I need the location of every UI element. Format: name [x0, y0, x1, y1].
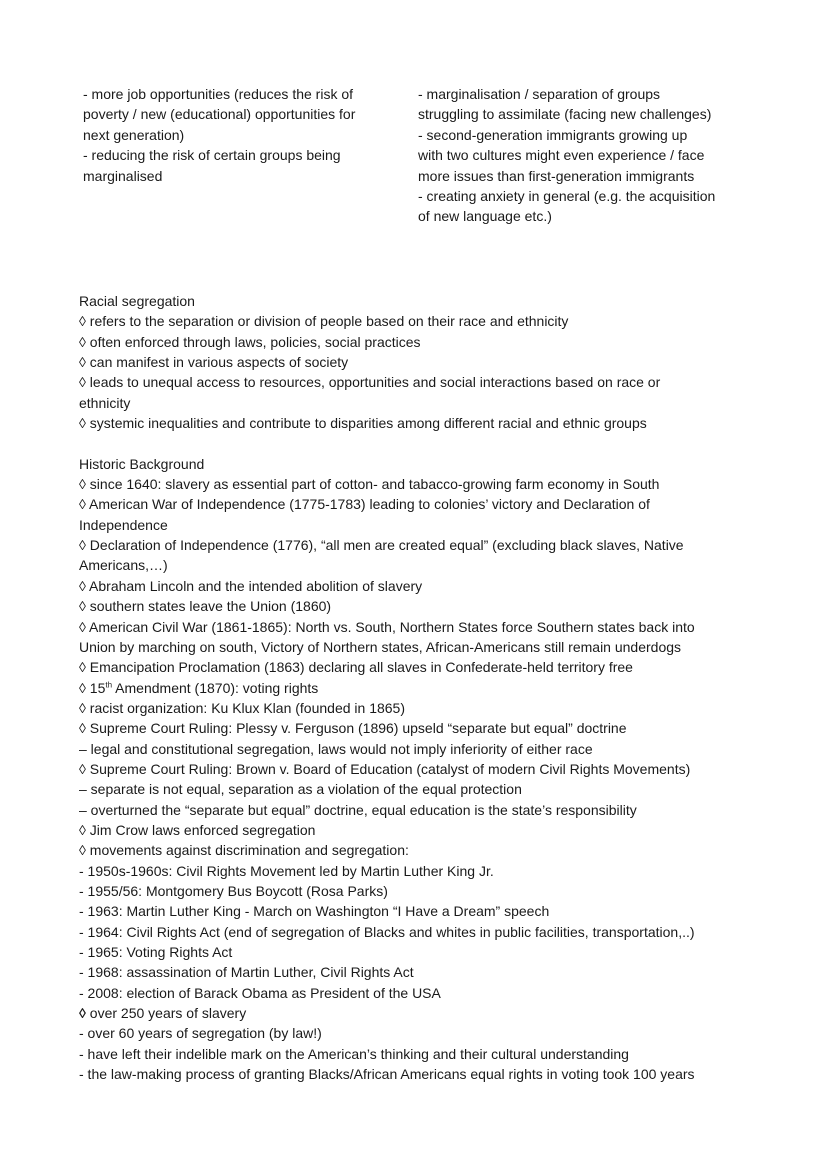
list-item: ◊ can manifest in various aspects of society: [79, 354, 349, 371]
diamond-bullet-icon: ◊: [79, 1005, 86, 1022]
list-item: ◊ American War of Independence (1775-1783) leading to colonies’ victory and Declaration of: [79, 496, 650, 513]
amendment-number: ◊ 15: [79, 679, 106, 696]
list-item: - reducing the risk of certain groups being: [83, 147, 341, 164]
notes-body: [79, 291, 695, 1084]
list-item: Americans,…): [79, 557, 168, 574]
history-list-c: [79, 1023, 695, 1084]
list-item: ethnicity: [79, 394, 131, 411]
list-item-15th-amendment: [79, 678, 695, 698]
list-item: Union by marching on south, Victory of Northern states, African-Americans still remain underdogs: [79, 638, 682, 655]
list-item: - 1968: assassination of Martin Luther, Civil Rights Act: [79, 964, 414, 981]
list-item: - have left their indelible mark on the American’s thinking and their cultural understanding: [79, 1045, 629, 1062]
list-item: - 1950s-1960s: Civil Rights Movement led by Martin Luther King Jr.: [79, 862, 494, 879]
list-item: ◊ Jim Crow laws enforced segregation: [79, 821, 316, 838]
list-item: ◊ southern states leave the Union (1860): [79, 598, 332, 615]
list-item: marginalised: [83, 167, 163, 184]
list-item: - 1964: Civil Rights Act (end of segregation of Blacks and whites in public facilities, transportation,..): [79, 923, 695, 940]
list-item: – overturned the “separate but equal” doctrine, equal education is the state’s responsibility: [79, 801, 637, 818]
list-item: - more job opportunities (reduces the risk of: [83, 86, 354, 102]
list-item: ◊ Abraham Lincoln and the intended abolition of slavery: [79, 577, 423, 594]
list-item: ◊ Supreme Court Ruling: Brown v. Board of Education (catalyst of modern Civil Rights Movements): [79, 760, 691, 777]
list-item: - 1955/56: Montgomery Bus Boycott (Rosa Parks): [79, 882, 388, 899]
list-item: - creating anxiety in general (e.g. the acquisition: [418, 187, 716, 204]
advantages-column: [83, 84, 355, 186]
list-item: next generation): [83, 126, 185, 143]
list-item: – separate is not equal, separation as a violation of the equal protection: [79, 781, 522, 798]
section-heading-racial-segregation: Racial segregation: [79, 293, 195, 309]
list-item: - over 60 years of segregation (by law!): [79, 1025, 322, 1042]
list-item: Independence: [79, 516, 168, 533]
list-item: more issues than first-generation immigrants: [418, 167, 695, 184]
list-item: ◊ American Civil War (1861-1865): North vs. South, Northern States force Southern states back into: [79, 618, 695, 635]
list-item: - 2008: election of Barack Obama as President of the USA: [79, 984, 441, 1001]
list-item: ◊ leads to unequal access to resources, opportunities and social interactions based on race or: [79, 374, 661, 391]
list-item: ◊ since 1640: slavery as essential part of cotton- and tabacco-growing farm economy in South: [79, 476, 660, 493]
history-list-a: [79, 474, 695, 677]
list-item: ◊ Emancipation Proclamation (1863) declaring all slaves in Confederate-held territory free: [79, 659, 633, 676]
section-heading-historic-background: Historic Background: [79, 455, 205, 472]
list-item: - the law-making process of granting Blacks/African Americans equal rights in voting took 100 years: [79, 1066, 695, 1083]
ordinal-suffix: th: [105, 679, 113, 689]
list-item: ◊ systemic inequalities and contribute to disparities among different racial and ethnic groups: [79, 415, 647, 432]
list-item: - 1963: Martin Luther King - March on Washington “I Have a Dream” speech: [79, 903, 550, 920]
list-item: - second-generation immigrants growing up: [418, 126, 688, 143]
list-item: ◊ movements against discrimination and segregation:: [79, 842, 409, 859]
list-item: – legal and constitutional segregation, laws would not imply inferiority of either race: [79, 740, 593, 757]
list-item: with two cultures might even experience / face: [418, 147, 705, 164]
segregation-list: [79, 311, 695, 433]
list-item: poverty / new (educational) opportunities for: [83, 106, 356, 123]
disadvantages-column: [418, 84, 715, 227]
list-item: of new language etc.): [418, 208, 552, 225]
list-item: - marginalisation / separation of groups: [418, 86, 661, 102]
list-item: - 1965: Voting Rights Act: [79, 944, 233, 960]
list-item: ◊ Supreme Court Ruling: Plessy v. Ferguson (1896) upseld “separate but equal” doctrine: [79, 720, 627, 737]
slavery-text: over 250 years of slavery: [85, 1005, 247, 1022]
list-item: ◊ Declaration of Independence (1776), “all men are created equal” (excluding black slaves, Native: [79, 537, 684, 554]
amendment-text: Amendment (1870): voting rights: [112, 679, 319, 696]
list-item-slavery: [79, 1003, 695, 1023]
list-item: struggling to assimilate (facing new challenges): [418, 106, 712, 123]
blank-line: [79, 433, 695, 453]
list-item: ◊ racist organization: Ku Klux Klan (founded in 1865): [79, 699, 405, 716]
list-item: ◊ often enforced through laws, policies, social practices: [79, 333, 421, 350]
history-list-b: [79, 698, 695, 1003]
list-item: ◊ refers to the separation or division of people based on their race and ethnicity: [79, 313, 569, 330]
